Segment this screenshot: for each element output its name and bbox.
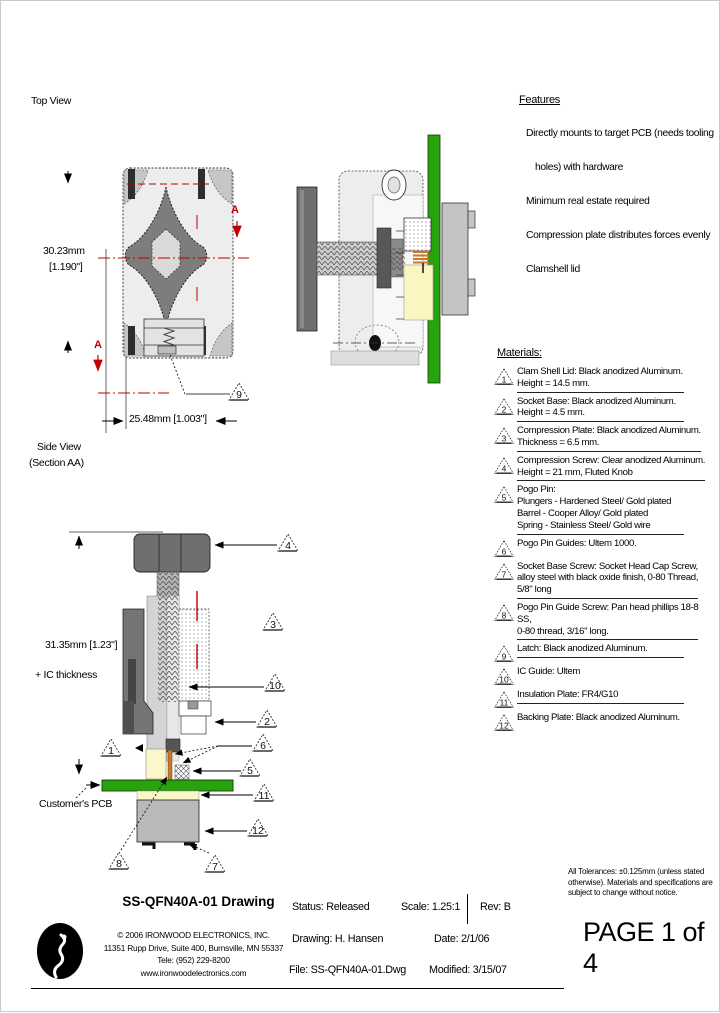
fluted-knob-shape — [134, 534, 210, 572]
material-number-triangle-icon — [494, 456, 514, 475]
dim-side: 31.35mm [1.23"] — [45, 639, 118, 651]
material-number-triangle-icon — [494, 667, 514, 686]
dim-height-mm: 30.23mm — [43, 245, 85, 257]
callout-triangle-icon — [253, 734, 273, 752]
material-text: Pogo Pin: Plungers - Hardened Steel/ Gold plated Barrel - Cooper Alloy/ Gold plated Spring - Stainless Steel/ Gold wire — [517, 484, 684, 534]
pogo-pin-shape — [168, 750, 172, 780]
svg-text:10: 10 — [269, 680, 281, 692]
material-item — [494, 666, 684, 686]
top-view-label: Top View — [31, 95, 72, 107]
svg-text:4: 4 — [285, 540, 291, 552]
backing-plate-shape — [137, 800, 199, 842]
material-item — [494, 396, 684, 423]
svg-text:3: 3 — [270, 619, 276, 631]
dim-height-in: [1.190"] — [49, 261, 83, 273]
material-item — [494, 425, 701, 452]
latch-shape — [144, 319, 204, 356]
svg-text:11: 11 — [499, 697, 509, 708]
drawing-title: SS-QFN40A-01 Drawing — [122, 894, 275, 909]
material-item — [494, 643, 684, 663]
material-number-triangle-icon — [494, 562, 514, 581]
corner-screw — [128, 326, 135, 355]
material-number-triangle-icon — [494, 644, 514, 663]
side-view-label: Side View — [37, 441, 81, 453]
tolerance-note: All Tolerances: ±0.125mm (unless stated otherwise). Materials and specifications are subject to change without notice. — [568, 867, 713, 897]
material-text: Latch: Black anodized Aluminum. — [517, 643, 684, 658]
callout-triangle-icon — [240, 759, 260, 777]
material-text: Socket Base Screw: Socket Head Cap Screw, alloy steel with black oxide finish, 0-80 Thread, 5/8" long — [517, 561, 698, 599]
callout-triangle-icon — [229, 383, 249, 401]
svg-text:5: 5 — [501, 493, 507, 504]
svg-text:4: 4 — [501, 463, 507, 474]
insulator-shape — [404, 265, 433, 320]
customers-pcb-label: Customer's PCB — [39, 798, 113, 810]
material-number-triangle-icon — [494, 603, 514, 622]
assembly-section-view — [297, 135, 475, 383]
features-list — [526, 127, 716, 297]
svg-text:2: 2 — [501, 404, 507, 415]
titleblock-divider — [467, 894, 468, 924]
svg-text:5: 5 — [247, 765, 253, 777]
modified-field: Modified: 3/15/07 — [429, 964, 507, 976]
pcb-shape — [428, 135, 440, 383]
svg-text:7: 7 — [501, 569, 507, 580]
material-text: Compression Screw: Clear anodized Aluminum. Height = 21 mm, Fluted Knob — [517, 455, 705, 482]
material-number-triangle-icon — [494, 539, 514, 558]
material-text: Socket Base: Black anodized Aluminum. Height = 4.5 mm. — [517, 396, 684, 423]
material-number-triangle-icon — [494, 485, 514, 504]
insulation-plate-shape — [137, 791, 199, 800]
svg-text:9: 9 — [236, 389, 242, 401]
callout-triangle-icon — [109, 852, 129, 870]
svg-text:1: 1 — [108, 745, 114, 757]
features-heading: Features — [519, 94, 561, 106]
top-view-drawing — [68, 168, 249, 433]
material-number-triangle-icon — [494, 690, 514, 709]
section-marker-a-top: A — [231, 204, 239, 216]
titleblock-rule — [31, 988, 564, 989]
callout-triangle-icon — [265, 674, 285, 692]
material-text: Compression Plate: Black anodized Aluminum. Thickness = 6.5 mm. — [517, 425, 701, 452]
svg-text:8: 8 — [501, 610, 507, 621]
page-number: PAGE 1 of 4 — [583, 917, 705, 978]
svg-text:11: 11 — [258, 790, 270, 802]
svg-text:7: 7 — [212, 861, 218, 873]
address-line: 11351 Rupp Drive, Suite 400, Burnsville, MN 55337 — [103, 942, 284, 953]
date-field: Date: 2/1/06 — [434, 933, 490, 945]
file-field: File: SS-QFN40A-01.Dwg — [289, 964, 407, 976]
feature-item: Directly mounts to target PCB (needs tooling — [526, 128, 714, 139]
callout-triangle-icon — [205, 855, 225, 873]
material-item — [494, 560, 699, 599]
svg-text:8: 8 — [116, 858, 122, 870]
material-number-triangle-icon — [494, 713, 514, 732]
callout-triangle-icon — [248, 819, 268, 837]
section-aa-label: (Section AA) — [29, 457, 84, 469]
material-item — [494, 601, 699, 640]
callout-triangle-icon — [263, 613, 283, 631]
target-pcb-shape — [102, 780, 233, 791]
feature-item: Clamshell lid — [526, 264, 580, 275]
svg-text:1: 1 — [501, 374, 507, 385]
material-number-triangle-icon — [494, 426, 514, 445]
dim-side-plus: + IC thickness — [35, 669, 98, 681]
svg-text:2: 2 — [264, 716, 270, 728]
svg-text:9: 9 — [501, 651, 507, 662]
scale-field: Scale: 1.25:1 — [401, 901, 461, 913]
feature-item: Minimum real estate required — [526, 196, 650, 207]
callout-triangle-icon — [257, 710, 277, 728]
copyright-line: © 2006 IRONWOOD ELECTRONICS, INC. — [117, 930, 270, 940]
svg-text:12: 12 — [252, 825, 264, 837]
material-number-triangle-icon — [494, 367, 514, 386]
material-text: Pogo Pin Guides: Ultem 1000. — [517, 537, 637, 549]
svg-text:3: 3 — [501, 433, 507, 444]
svg-text:6: 6 — [501, 546, 507, 557]
svg-text:6: 6 — [260, 740, 266, 752]
rev-field: Rev: B — [480, 901, 511, 913]
material-item — [494, 689, 684, 709]
material-text: Pogo Pin Guide Screw: Pan head phillips 18-8 SS, 0-80 thread, 3/16" long. — [517, 602, 698, 640]
backing-plate-shape — [442, 203, 468, 315]
materials-list — [494, 366, 706, 735]
drawing-by-field: Drawing: H. Hansen — [292, 933, 384, 945]
material-item — [494, 538, 684, 558]
svg-text:10: 10 — [499, 674, 509, 685]
svg-text:12: 12 — [499, 720, 509, 731]
dim-width: 25.48mm [1.003"] — [129, 413, 207, 425]
material-text: Clam Shell Lid: Black anodized Aluminum. Height = 14.5 mm. — [517, 366, 684, 393]
feature-item: holes) with hardware — [535, 162, 624, 173]
callout-triangle-icon — [278, 534, 298, 552]
phone-line: Tele: (952) 229-8200 — [157, 955, 230, 965]
material-text: Backing Plate: Black anodized Aluminum. — [517, 712, 680, 724]
section-marker-a-bottom: A — [94, 339, 102, 351]
material-item — [494, 484, 684, 534]
callout-triangle-icon — [101, 739, 121, 757]
material-text: Insulation Plate: FR4/G10 — [517, 689, 684, 704]
materials-heading: Materials: — [497, 347, 542, 359]
ironwood-logo — [37, 923, 83, 979]
status-field: Status: Released — [292, 901, 370, 913]
ic-guide-shape — [146, 749, 166, 779]
callout-triangle-icon — [254, 784, 274, 802]
feature-item: Compression plate distributes forces evenly — [526, 230, 711, 241]
material-text: IC Guide: Ultem — [517, 666, 580, 678]
material-item — [494, 366, 684, 393]
company-block — [81, 929, 306, 979]
website-link[interactable]: www.ironwoodelectronics.com — [140, 967, 247, 978]
material-item — [494, 454, 706, 482]
material-item — [494, 712, 684, 732]
material-number-triangle-icon — [494, 397, 514, 416]
